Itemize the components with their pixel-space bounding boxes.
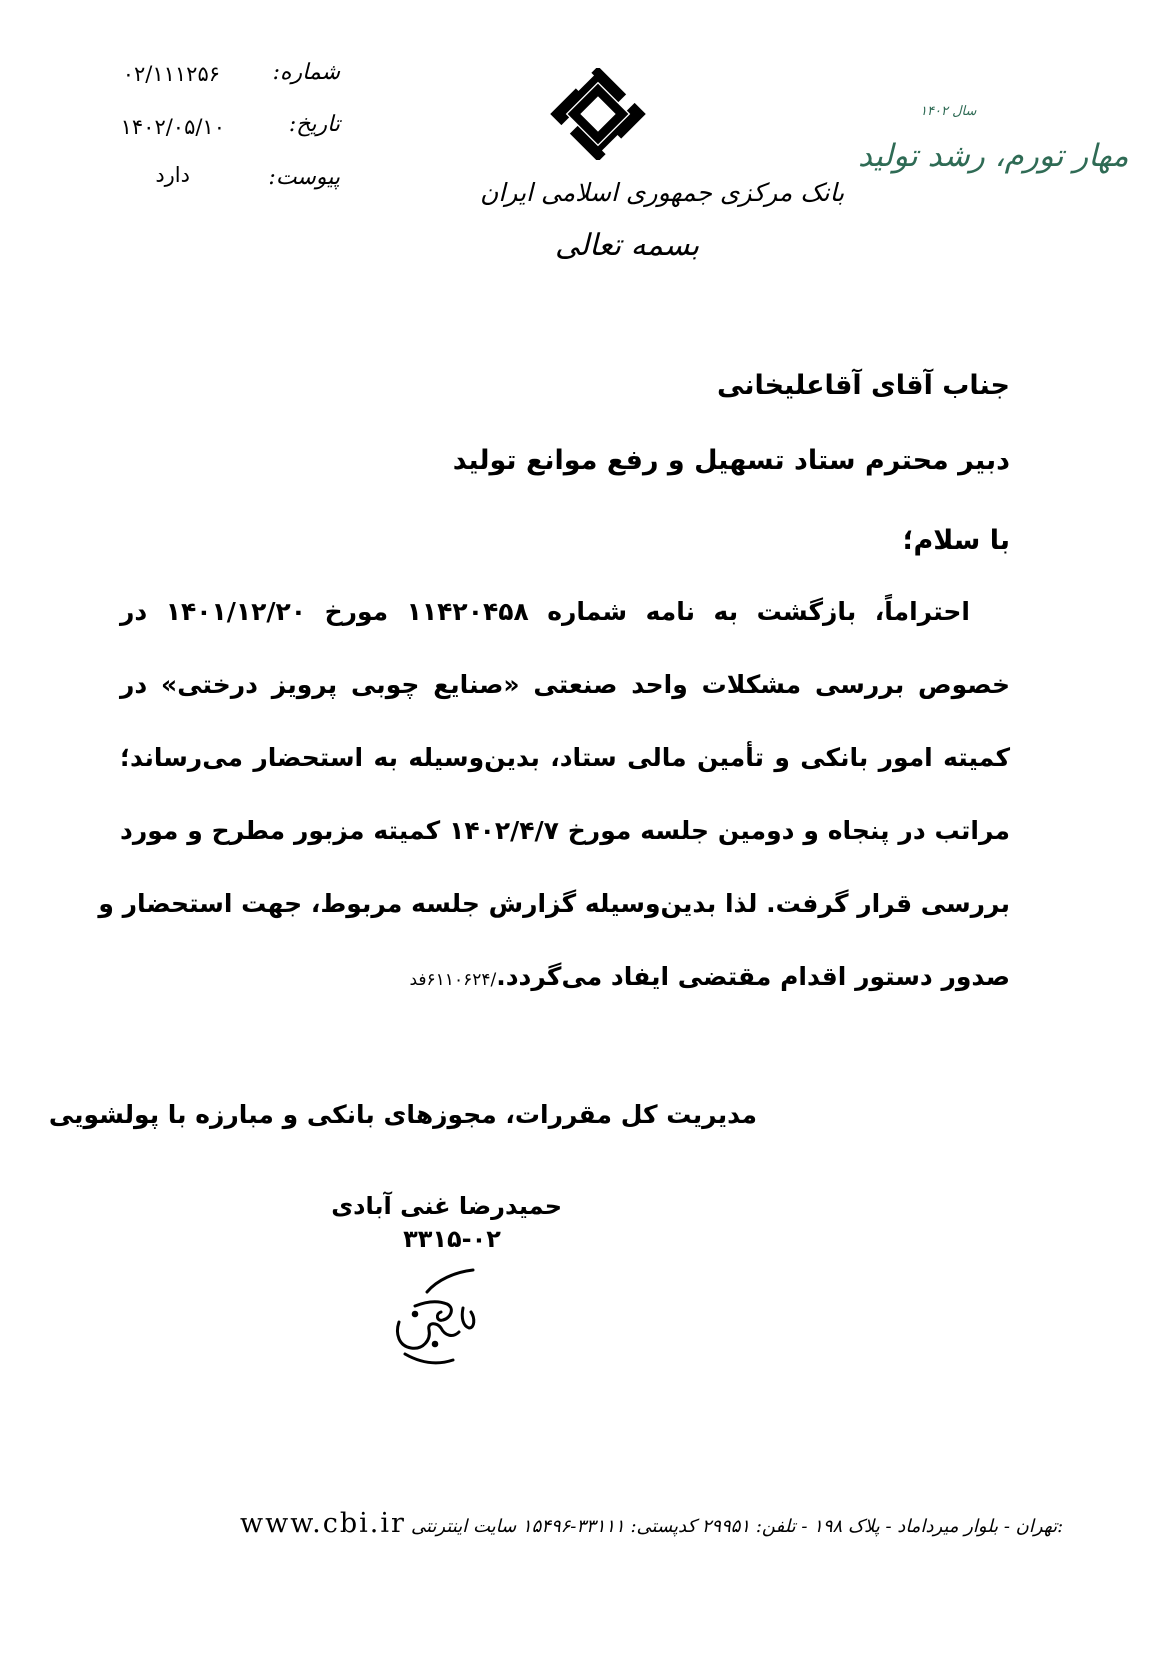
department-name: مدیریت کل مقررات، مجوزهای بانکی و مبارزه با پولشویی <box>48 1100 757 1129</box>
body-line-4: مراتب در پنجاه و دومین جلسه مورخ ۱۴۰۲/۴/۷ کمیته مزبور مطرح و مورد <box>120 816 1010 845</box>
footer-website: www.cbi.ir <box>240 1508 406 1539</box>
signer-code: ۳۳۱۵-۰۲ <box>403 1225 501 1253</box>
body-line-1: احتراماً، بازگشت به نامه شماره ۱۱۴۲۰۴۵۸ مورخ ۱۴۰۱/۱۲/۲۰ در <box>120 597 970 626</box>
recipient-title: دبیر محترم ستاد تسهیل و رفع موانع تولید <box>452 445 1010 476</box>
body-last-line <box>409 962 1010 991</box>
bank-name: بانک مرکزی جمهوری اسلامی ایران <box>480 178 845 207</box>
reference-code: /۶۱۱۰۶۲۴فد <box>409 970 497 990</box>
greeting: با سلام؛ <box>902 525 1010 556</box>
slogan-year: سال ۱۴۰۲ <box>920 104 977 119</box>
number-label: شماره: <box>272 60 340 85</box>
body-line-3: کمیته امور بانکی و تأمین مالی ستاد، بدین‌وسیله به استحضار می‌رساند؛ <box>120 743 1010 772</box>
body-last-line-text: صدور دستور اقدام مقتضی ایفاد می‌گردد. <box>496 962 1010 991</box>
bismillah: بسمه تعالی <box>555 228 700 263</box>
date-value: ۱۴۰۲/۰۵/۱۰ <box>120 115 225 139</box>
footer <box>240 1508 1063 1539</box>
body-line-5: بررسی قرار گرفت. لذا بدین‌وسیله گزارش جلسه مربوط، جهت استحضار و <box>98 889 1010 918</box>
slogan: مهار تورم، رشد تولید <box>858 138 1129 174</box>
body-line-2: خصوص بررسی مشکلات واحد صنعتی «صنایع چوبی پرویز درختی» در <box>120 670 1010 699</box>
attachment-label: پیوست: <box>268 165 340 190</box>
central-bank-logo-icon <box>548 68 648 160</box>
recipient-name: جناب آقای آقاعلیخانی <box>717 370 1010 401</box>
handwritten-signature-icon <box>385 1262 495 1372</box>
attachment-value: دارد <box>155 163 190 187</box>
footer-address: تهران - بلوار میرداماد - پلاک ۱۹۸ - تلفن: ۲۹۹۵۱ کدپستی: ۳۳۱۱۱-۱۵۴۹۶ سایت اینترنتی: <box>410 1516 1064 1537</box>
signer-name: حمیدرضا غنی آبادی <box>331 1192 562 1220</box>
number-value: ۰۲/۱۱۱۲۵۶ <box>122 62 220 86</box>
date-label: تاریخ: <box>288 112 340 137</box>
